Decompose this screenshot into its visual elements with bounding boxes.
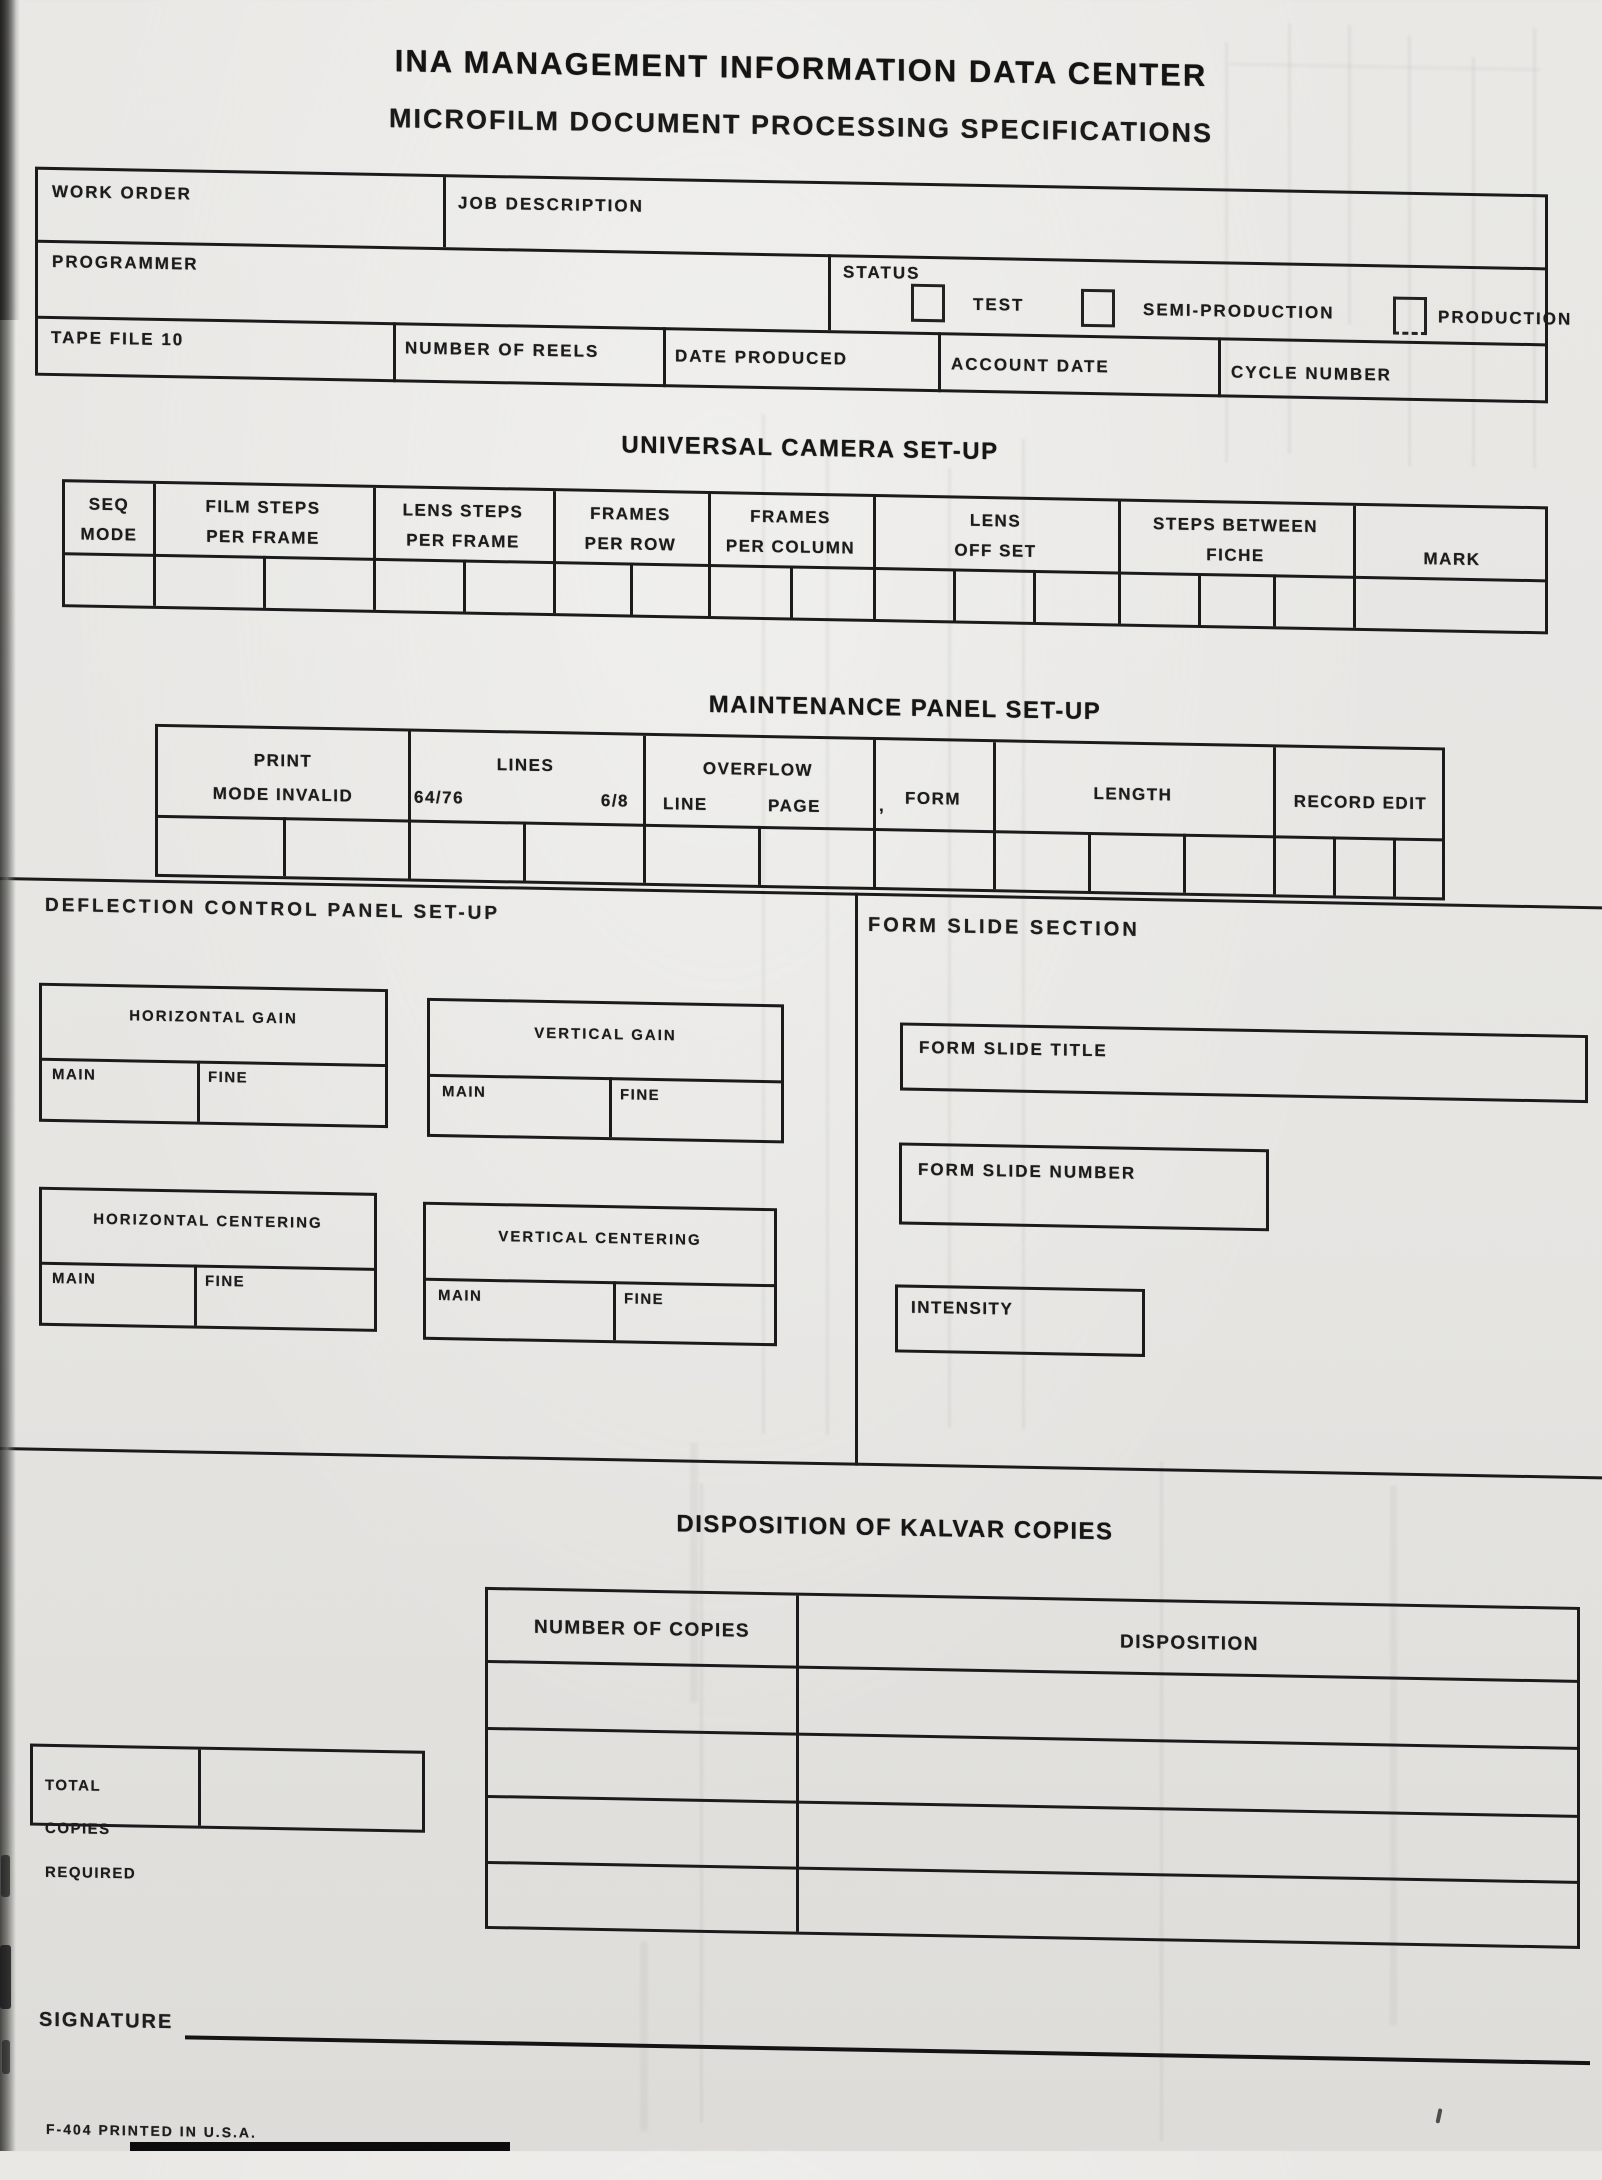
header-col-divider-r3c: [938, 332, 941, 392]
total-copies-box: [30, 1744, 425, 1883]
signature-line: [185, 2035, 1590, 2065]
uc-entry-divider: [790, 565, 793, 617]
vertical-centering-box: [423, 1202, 777, 1346]
kalvar-table: [485, 1587, 1580, 1949]
mp-entry-divider: [1183, 834, 1186, 893]
vg-divider: [430, 1074, 781, 1083]
scanner-smudge: [1, 1855, 10, 1897]
status-label: STATUS: [843, 262, 921, 283]
date-produced-label: DATE PRODUCED: [675, 346, 849, 369]
uc-col-steps-between-fiche: STEPS BETWEEN FICHE: [1153, 514, 1318, 566]
hc-divider: [42, 1262, 374, 1271]
section-rule-bottom: [0, 1447, 1602, 1479]
hg-main-fine-divider: [197, 1061, 200, 1122]
hg-divider: [42, 1058, 385, 1067]
mp-col-print-mode-invalid: PRINT MODE INVALID: [212, 750, 354, 806]
uc-entry-divider: [630, 563, 633, 615]
hg-main-label: MAIN: [52, 1065, 97, 1084]
footer-form-number: F-404 PRINTED IN U.S.A.: [46, 2120, 257, 2141]
uc-entry-divider: [463, 559, 466, 611]
scanner-left-edge: [0, 0, 16, 2151]
uc-col-lens-steps: LENS STEPS PER FRAME: [402, 500, 524, 552]
form-slide-section-title: FORM SLIDE SECTION: [868, 913, 1140, 941]
hc-title: HORIZONTAL CENTERING: [93, 1210, 323, 1232]
vg-fine-label: FINE: [620, 1086, 661, 1105]
uc-entry-divider: [1198, 573, 1201, 625]
header-col-divider-r2: [828, 254, 831, 330]
uc-entry-divider: [1273, 574, 1276, 626]
mp-col-form: , FORM: [879, 788, 962, 816]
scanner-smudge: [2, 2040, 10, 2074]
hc-main-fine-divider: [194, 1265, 197, 1326]
total-copies-divider: [198, 1750, 201, 1826]
uc-entry-divider: [263, 556, 266, 608]
mp-col-length: LENGTH: [1093, 784, 1173, 805]
vc-fine-label: FINE: [624, 1290, 665, 1309]
page-subtitle: MICROFILM DOCUMENT PROCESSING SPECIFICATIONS: [388, 103, 1213, 149]
mp-col-record-edit: RECORD EDIT: [1293, 791, 1428, 814]
mp-col-lines: LINES 64/76 6/8: [414, 755, 629, 811]
status-test-checkbox: [911, 284, 945, 323]
universal-camera-title: UNIVERSAL CAMERA SET-UP: [621, 431, 999, 466]
kalvar-col-disposition: DISPOSITION: [1120, 1631, 1259, 1656]
header-row-divider-1: [38, 240, 1545, 271]
vg-main-label: MAIN: [442, 1083, 487, 1101]
header-col-divider-r3b: [663, 327, 666, 387]
hg-fine-label: FINE: [208, 1068, 249, 1087]
bleedthrough-layer: [0, 0, 1602, 29]
vc-divider: [426, 1278, 774, 1287]
hc-fine-label: FINE: [205, 1272, 246, 1291]
mp-entry-divider: [523, 822, 526, 881]
mp-entry-divider: [1088, 832, 1091, 891]
status-semi-production-checkbox: [1081, 289, 1115, 328]
job-description-label: JOB DESCRIPTION: [458, 193, 644, 216]
deflection-section-title: DEFLECTION CONTROL PANEL SET-UP: [45, 894, 501, 925]
mp-col-overflow: OVERFLOW LINE PAGE: [663, 758, 821, 817]
work-order-label: WORK ORDER: [52, 181, 192, 204]
uc-col-seq-mode: SEQ MODE: [80, 494, 138, 545]
status-semi-production-label: SEMI-PRODUCTION: [1143, 299, 1335, 323]
scanner-bottom-bar: [130, 2142, 510, 2151]
form-slide-number-label: FORM SLIDE NUMBER: [918, 1159, 1137, 1183]
maintenance-panel-title: MAINTENANCE PANEL SET-UP: [708, 690, 1102, 726]
hg-title: HORIZONTAL GAIN: [129, 1007, 298, 1028]
signature-label: SIGNATURE: [39, 2008, 174, 2034]
hc-main-label: MAIN: [52, 1269, 97, 1288]
status-production-label: PRODUCTION: [1438, 307, 1573, 329]
vc-main-fine-divider: [613, 1281, 616, 1340]
header-col-divider-r3d: [1218, 337, 1221, 397]
uc-entry-divider: [953, 568, 956, 620]
intensity-box: [895, 1284, 1145, 1357]
header-col-divider-r3a: [393, 322, 396, 382]
mp-entry-divider: [1393, 838, 1396, 897]
vc-title: VERTICAL CENTERING: [498, 1228, 702, 1249]
form-slide-number-box: [899, 1142, 1269, 1231]
stray-ink-mark: [1435, 2108, 1442, 2124]
status-production-checkbox: [1393, 297, 1427, 336]
total-copies-label: TOTAL COPIES REQUIRED: [45, 1776, 137, 1883]
horizontal-gain-box: [39, 983, 388, 1128]
universal-camera-table: [62, 479, 1548, 634]
mp-entry-divider: [758, 826, 761, 885]
vg-title: VERTICAL GAIN: [534, 1024, 677, 1045]
number-of-reels-label: NUMBER OF REELS: [405, 338, 600, 361]
vertical-gain-box: [427, 998, 784, 1144]
vc-main-label: MAIN: [438, 1287, 483, 1305]
kalvar-title: DISPOSITION OF KALVAR COPIES: [676, 1510, 1114, 1546]
scanner-smudge: [0, 1945, 11, 2009]
kalvar-col-number-of-copies: NUMBER OF COPIES: [533, 1616, 751, 1642]
mp-entry-divider: [283, 817, 286, 876]
status-test-label: TEST: [973, 294, 1025, 315]
kalvar-row-divider: [488, 1861, 1577, 1884]
uc-entry-divider: [1033, 570, 1036, 622]
programmer-label: PROGRAMMER: [52, 251, 199, 274]
stray-comma-mark: ,: [879, 796, 886, 816]
uc-col-lens-offset: LENS OFF SET: [954, 510, 1037, 561]
uc-col-film-steps: FILM STEPS PER FRAME: [205, 496, 321, 548]
tape-file-label: TAPE FILE 10: [51, 327, 185, 350]
maintenance-panel-table: [155, 724, 1445, 901]
uc-col-frames-per-row: FRAMES PER ROW: [584, 503, 677, 555]
form-slide-title-label: FORM SLIDE TITLE: [919, 1037, 1108, 1061]
form-slide-title-box: [900, 1022, 1588, 1103]
kalvar-row-divider: [488, 1727, 1577, 1750]
scanner-left-edge-top: [0, 0, 20, 320]
page-title: INA MANAGEMENT INFORMATION DATA CENTER: [394, 43, 1208, 94]
account-date-label: ACCOUNT DATE: [951, 354, 1110, 377]
horizontal-centering-box: [39, 1187, 377, 1332]
intensity-label: INTENSITY: [911, 1297, 1014, 1319]
mp-entry-divider: [1333, 836, 1336, 895]
cycle-number-label: CYCLE NUMBER: [1231, 362, 1392, 385]
uc-col-mark: MARK: [1423, 549, 1481, 570]
section-rule-vertical: [855, 893, 858, 1466]
kalvar-row-divider: [488, 1795, 1577, 1818]
vg-main-fine-divider: [609, 1077, 612, 1137]
header-table: [35, 167, 1573, 404]
uc-col-frames-per-column: FRAMES PER COLUMN: [725, 506, 856, 558]
header-col-divider-r1: [443, 177, 446, 247]
